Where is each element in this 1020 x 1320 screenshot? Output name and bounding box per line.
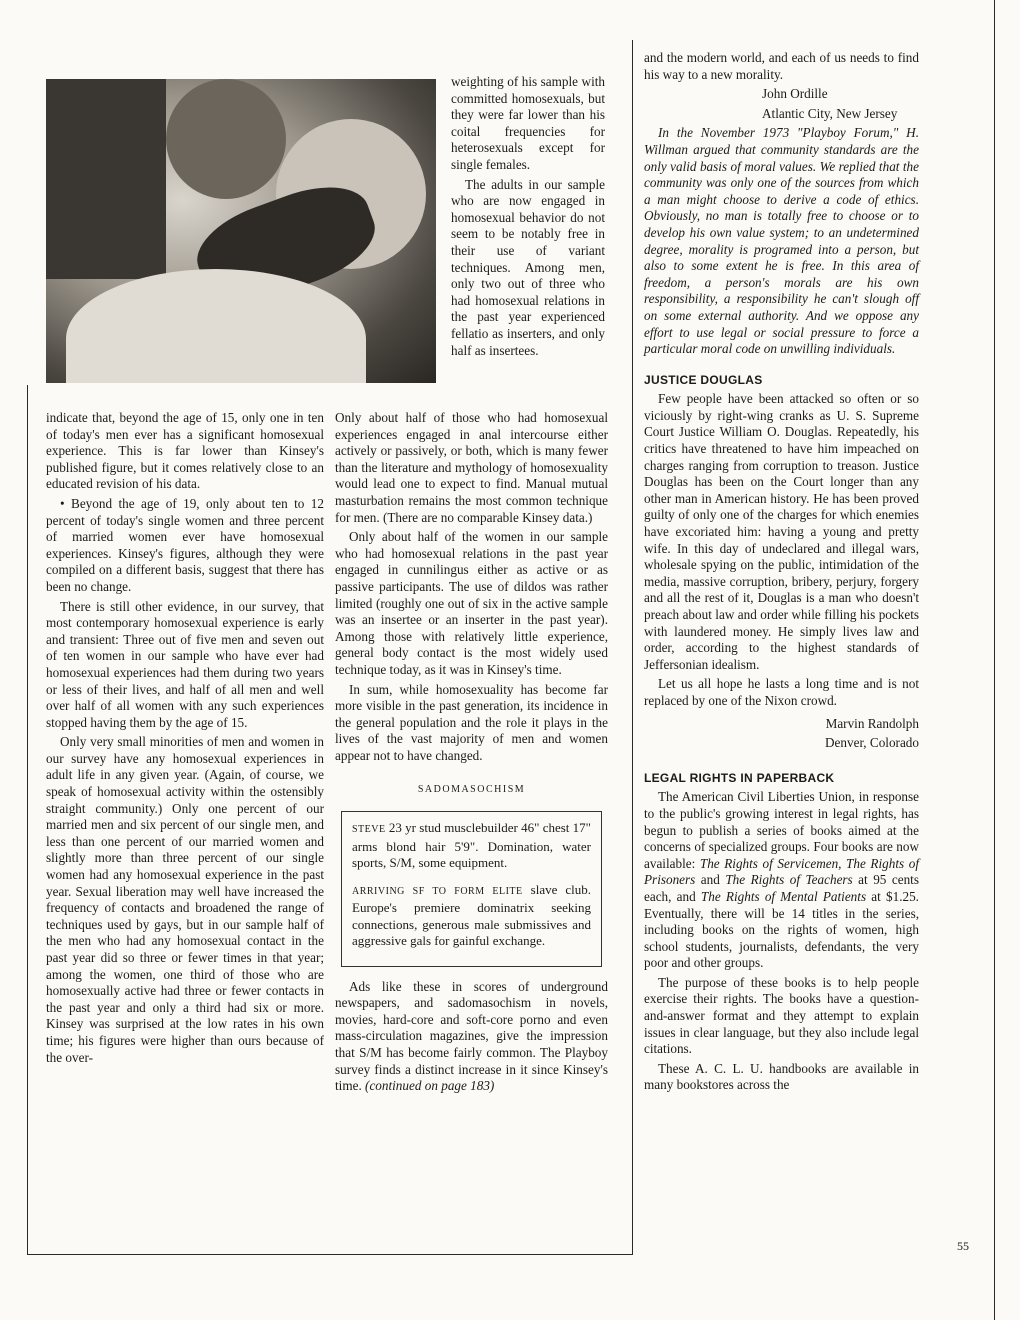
text-run: and (695, 872, 726, 888)
book-title: The Rights of Mental Patients (700, 888, 867, 904)
paragraph: These A. C. L. U. handbooks are available in many bookstores across the (644, 1060, 919, 1093)
page-edge-rule (994, 0, 995, 1320)
paragraph: indicate that, beyond the age of 15, only one in ten of today's men ever has a significant homosexual experience. This is far lower than Kinsey's published figure, but it comes relatively close to an educated revision of his data. (46, 410, 324, 492)
section-heading-legal-rights: LEGAL RIGHTS IN PAPERBACK (644, 770, 835, 785)
paragraph: Only about half of the women in our sample who had homosexual relations in the past year engaged in cunnilingus either as active or as passive participants. The use of dildos was rather limited (roughly one out of six in the active sample was an insertee or an inserter in the past year). Among those with relatively little experience, general body contact is the most widely used technique today, as it was in Kinsey's time. (335, 529, 608, 677)
classified-ad (352, 820, 591, 872)
text-run: at $1.25. Eventually, there will be 14 titles in the series, including books on the rights of women, high school students, journalists, defendants, the very poor and other groups. (644, 888, 919, 971)
paragraph: There is still other evidence, in our survey, that most contemporary homosexual experience is early and transient: Three out of five men and seven out of ten women in our sample who have ever had homosexual experiences had them during two years or less of their lives, and half of all men and well over half of all women with any such experiences stopped having them by the age of 15. (46, 598, 324, 730)
paragraph (335, 979, 608, 1095)
section-heading-sadomasochism: SADOMASOCHISM (417, 784, 526, 796)
column-mid-top (451, 74, 605, 362)
column-mid (335, 410, 608, 1098)
photo (46, 79, 436, 383)
text-run: at 95 cents each, and (644, 872, 919, 904)
column-right (644, 50, 919, 1097)
paragraph (644, 789, 919, 972)
paragraph: • Beyond the age of 19, only about ten to 12 percent of today's single women and three percent of married women ever have homosexual experiences. Kinsey's figures, although they were compiled on a different basis, suggest that there has been no change. (46, 495, 324, 594)
signature-place: Denver, Colorado (825, 735, 919, 751)
text-run: The American Civil Liberties Union, in response to the public's growing interest in legal rights, has begun to publish a series of books aimed at the concerns of specialized groups. Four books are now available: (644, 789, 919, 871)
ad-lead: STEVE (352, 824, 386, 836)
paragraph: Let us all hope he lasts a long time and is not replaced by one of the Nixon crowd. (644, 676, 919, 708)
classified-ad (352, 882, 591, 950)
signature-place: Atlantic City, New Jersey (762, 105, 898, 121)
page-number: 55 (957, 1239, 969, 1253)
classified-ads-box (341, 811, 602, 967)
ad-text: slave club. Europe's premiere dominatrix seeking connections, generous male submissives and aggressive gals for gainful exchange. (352, 881, 592, 949)
paragraph: and the modern world, and each of us needs to find his way to a new morality. (644, 50, 919, 82)
book-title: The Rights of Teachers (725, 872, 853, 888)
column-left (46, 410, 324, 1069)
editor-reply: In the November 1973 "Playboy Forum," H. Willman argued that community standards are the only valid basis of moral values. We replied that the community was only one of the sources from which a man might choose to derive a code of ethics. Obviously, no man is totally free to choose or to develop his own value system; to an undetermined degree, morality is programed into a person, but also to some extent he is free. In this area of freedom, a person's morals are his own responsibility, a responsibility he can't slough off on some external authority. And we oppose any effort to use legal or social pressure to force a particular moral code on unwilling individuals. (644, 125, 919, 357)
left-bottom-rule (27, 1254, 632, 1255)
paragraph: In sum, while homosexuality has become far more visible in the past generation, its incidence in the general population and the role it plays in the lives of the vast majority of men and women appear not to have changed. (335, 681, 608, 763)
section-heading-justice-douglas: JUSTICE DOUGLAS (644, 372, 763, 387)
signature-name: Marvin Randolph (825, 715, 919, 731)
paragraph: Few people have been attacked so often or so viciously by right-wing cranks as U. S. Supreme Court Justice William O. Douglas. Repeatedly, his critics have threatened to have him impeached on charges ranging from corruption to treason. Justice Douglas has been on the Court longer than any other man in American history. He has been proved guilty of only one of the charges for which enemies have excoriated him: having a young and pretty wife. In this day of undeclared and illegal wars, wholesale spying on the public, intimidation of the media, massive corruption, bribery, perjury, forgery and all the rest of it, Douglas is a man who doesn't preach about law and order while filling his pockets with laundered money. He simply lives law and order, according to the highest standards of Jeffersonian idealism. (644, 391, 919, 672)
paragraph-text: Ads like these in scores of underground newspapers, and sadomasochism in novels, movies, hard-core and soft-core porno and even mass-circulation magazines, give the impression that S/M has become fairly common. The Playboy survey finds a distinct increase in it since Kinsey's time. (335, 978, 608, 1094)
book-title: The Rights of Servicemen, The Rights of Prisoners (644, 855, 919, 888)
paragraph: weighting of his sample with committed homosexuals, but they were far lower than his coital frequencies for heterosexuals except for single females. (451, 74, 605, 172)
paragraph: Only very small minorities of men and women in our survey have any homosexual experiences in adult life in any given year. (Again, of course, we speak of homosexual activity within the ostensibly straight community.) Only one percent of our married men and six percent of our single men, and less than one percent of our married women and slightly more than three percent of our single women had any homosexual experience in the past year. Sexual liberation may well have increased the frequency of contacts and broadened the range of techniques used by gays, but in our sample half of the men who had any homosexual contact in the past year did so three or fewer times in that year; among the women, one third of those who are homosexually active had three or fewer contacts in the past year and only a third had six or more. Kinsey was surprised at the low rates in his own time; his figures were higher than ours because of the over- (46, 734, 324, 1065)
ad-lead: ARRIVING SF TO FORM ELITE (352, 885, 523, 897)
paragraph: The adults in our sample who are now engaged in homosexual behavior do not seem to be notably free in their use of variant techniques. Among men, only two out of three who had homosexual relations in the past year experienced fellatio as inserters, and only half as insertees. (451, 176, 605, 358)
paragraph: Only about half of those who had homosexual experiences engaged in anal intercourse either actively or passively, or both, which is many fewer than the literature and mythology of homosexuality would lead one to expect to find. Manual mutual masturbation remains the most common technique for men. (There are no comparable Kinsey data.) (335, 410, 608, 525)
signature-name: John Ordille (762, 86, 828, 102)
ad-text: 23 yr stud musclebuilder 46" chest 17" arms blond hair 5'9". Domination, water sports, S/M, some equipment. (352, 820, 591, 871)
left-column-rule (27, 385, 28, 1255)
paragraph: The purpose of these books is to help people exercise their rights. The books have a question-and-answer format and they attempt to explain issues in clear language, but they also include legal citations. (644, 974, 919, 1057)
continuation-note: (continued on page 183) (365, 1078, 495, 1094)
right-column-rule (632, 40, 633, 1255)
